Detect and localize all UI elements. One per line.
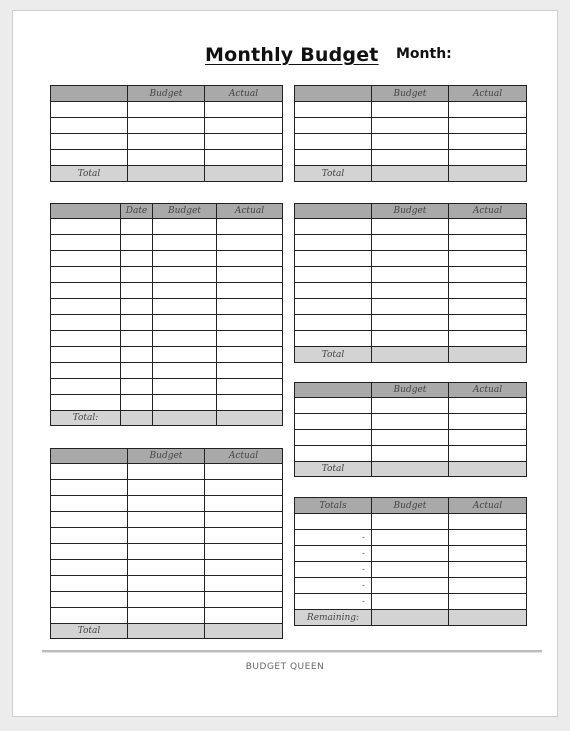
total-label: Total	[51, 166, 128, 182]
table-row	[51, 528, 283, 544]
date-column-header: Date	[121, 204, 153, 219]
total-label: Total:	[51, 411, 121, 426]
dash-marker: -	[295, 530, 372, 546]
table-row	[295, 235, 527, 251]
table-row	[295, 594, 527, 610]
budget-table-2	[294, 85, 527, 182]
budget-table-5	[294, 382, 527, 477]
table-row	[51, 315, 283, 331]
table-row	[295, 150, 527, 166]
table-row	[295, 430, 527, 446]
page-title: Monthly Budget	[205, 44, 379, 66]
budget-table-dated	[50, 203, 283, 426]
actual-column-header: Actual	[449, 383, 527, 398]
dash-marker: -	[295, 562, 372, 578]
dash-marker: -	[295, 546, 372, 562]
table-row	[51, 150, 283, 166]
total-label: Total	[295, 347, 372, 363]
table-row	[295, 251, 527, 267]
table-row	[295, 267, 527, 283]
table-row	[51, 512, 283, 528]
table-row	[51, 283, 283, 299]
table-row	[295, 315, 527, 331]
budget-column-header: Budget	[372, 498, 449, 514]
total-label: Total	[295, 166, 372, 182]
table-row	[295, 331, 527, 347]
total-label: Total	[51, 624, 128, 639]
table-row	[51, 251, 283, 267]
budget-table-1	[50, 85, 283, 182]
table-row	[295, 546, 527, 562]
budget-column-header: Budget	[372, 204, 449, 219]
table-row	[295, 134, 527, 150]
actual-column-header: Actual	[205, 86, 283, 102]
table-row	[295, 299, 527, 315]
table-row	[295, 530, 527, 546]
footer-divider	[42, 650, 542, 652]
table-row	[51, 560, 283, 576]
actual-column-header: Actual	[205, 449, 283, 464]
table-row	[51, 235, 283, 251]
table-row	[51, 464, 283, 480]
table-row	[51, 331, 283, 347]
budget-column-header: Budget	[128, 86, 205, 102]
table-row	[295, 578, 527, 594]
table-row	[295, 514, 527, 530]
table-row	[51, 592, 283, 608]
month-label: Month:	[396, 46, 452, 62]
remaining-label: Remaining:	[295, 610, 372, 626]
table-row	[295, 102, 527, 118]
totals-summary-table	[294, 497, 527, 626]
table-row	[295, 398, 527, 414]
table-row	[51, 267, 283, 283]
budget-column-header: Budget	[372, 383, 449, 398]
table-row	[51, 496, 283, 512]
dash-marker: -	[295, 578, 372, 594]
table-row	[295, 446, 527, 462]
actual-column-header: Actual	[449, 204, 527, 219]
totals-column-header: Totals	[295, 498, 372, 514]
table-row	[295, 283, 527, 299]
table-row	[51, 576, 283, 592]
table-row	[51, 379, 283, 395]
table-row	[51, 608, 283, 624]
table-row	[295, 562, 527, 578]
dash-marker: -	[295, 594, 372, 610]
table-row	[51, 118, 283, 134]
table-row	[51, 299, 283, 315]
table-row	[51, 363, 283, 379]
budget-table-6	[50, 448, 283, 639]
actual-column-header: Actual	[449, 86, 527, 102]
budget-column-header: Budget	[153, 204, 217, 219]
total-label: Total	[295, 462, 372, 477]
footer-brand: BUDGET QUEEN	[245, 662, 325, 672]
table-row	[51, 544, 283, 560]
table-row	[295, 118, 527, 134]
table-row	[51, 395, 283, 411]
actual-column-header: Actual	[217, 204, 283, 219]
actual-column-header: Actual	[449, 498, 527, 514]
table-row	[51, 102, 283, 118]
table-row	[295, 414, 527, 430]
table-row	[51, 134, 283, 150]
table-row	[51, 480, 283, 496]
budget-table-4	[294, 203, 527, 363]
budget-column-header: Budget	[372, 86, 449, 102]
table-row	[51, 347, 283, 363]
budget-column-header: Budget	[128, 449, 205, 464]
table-row	[51, 219, 283, 235]
table-row	[295, 219, 527, 235]
